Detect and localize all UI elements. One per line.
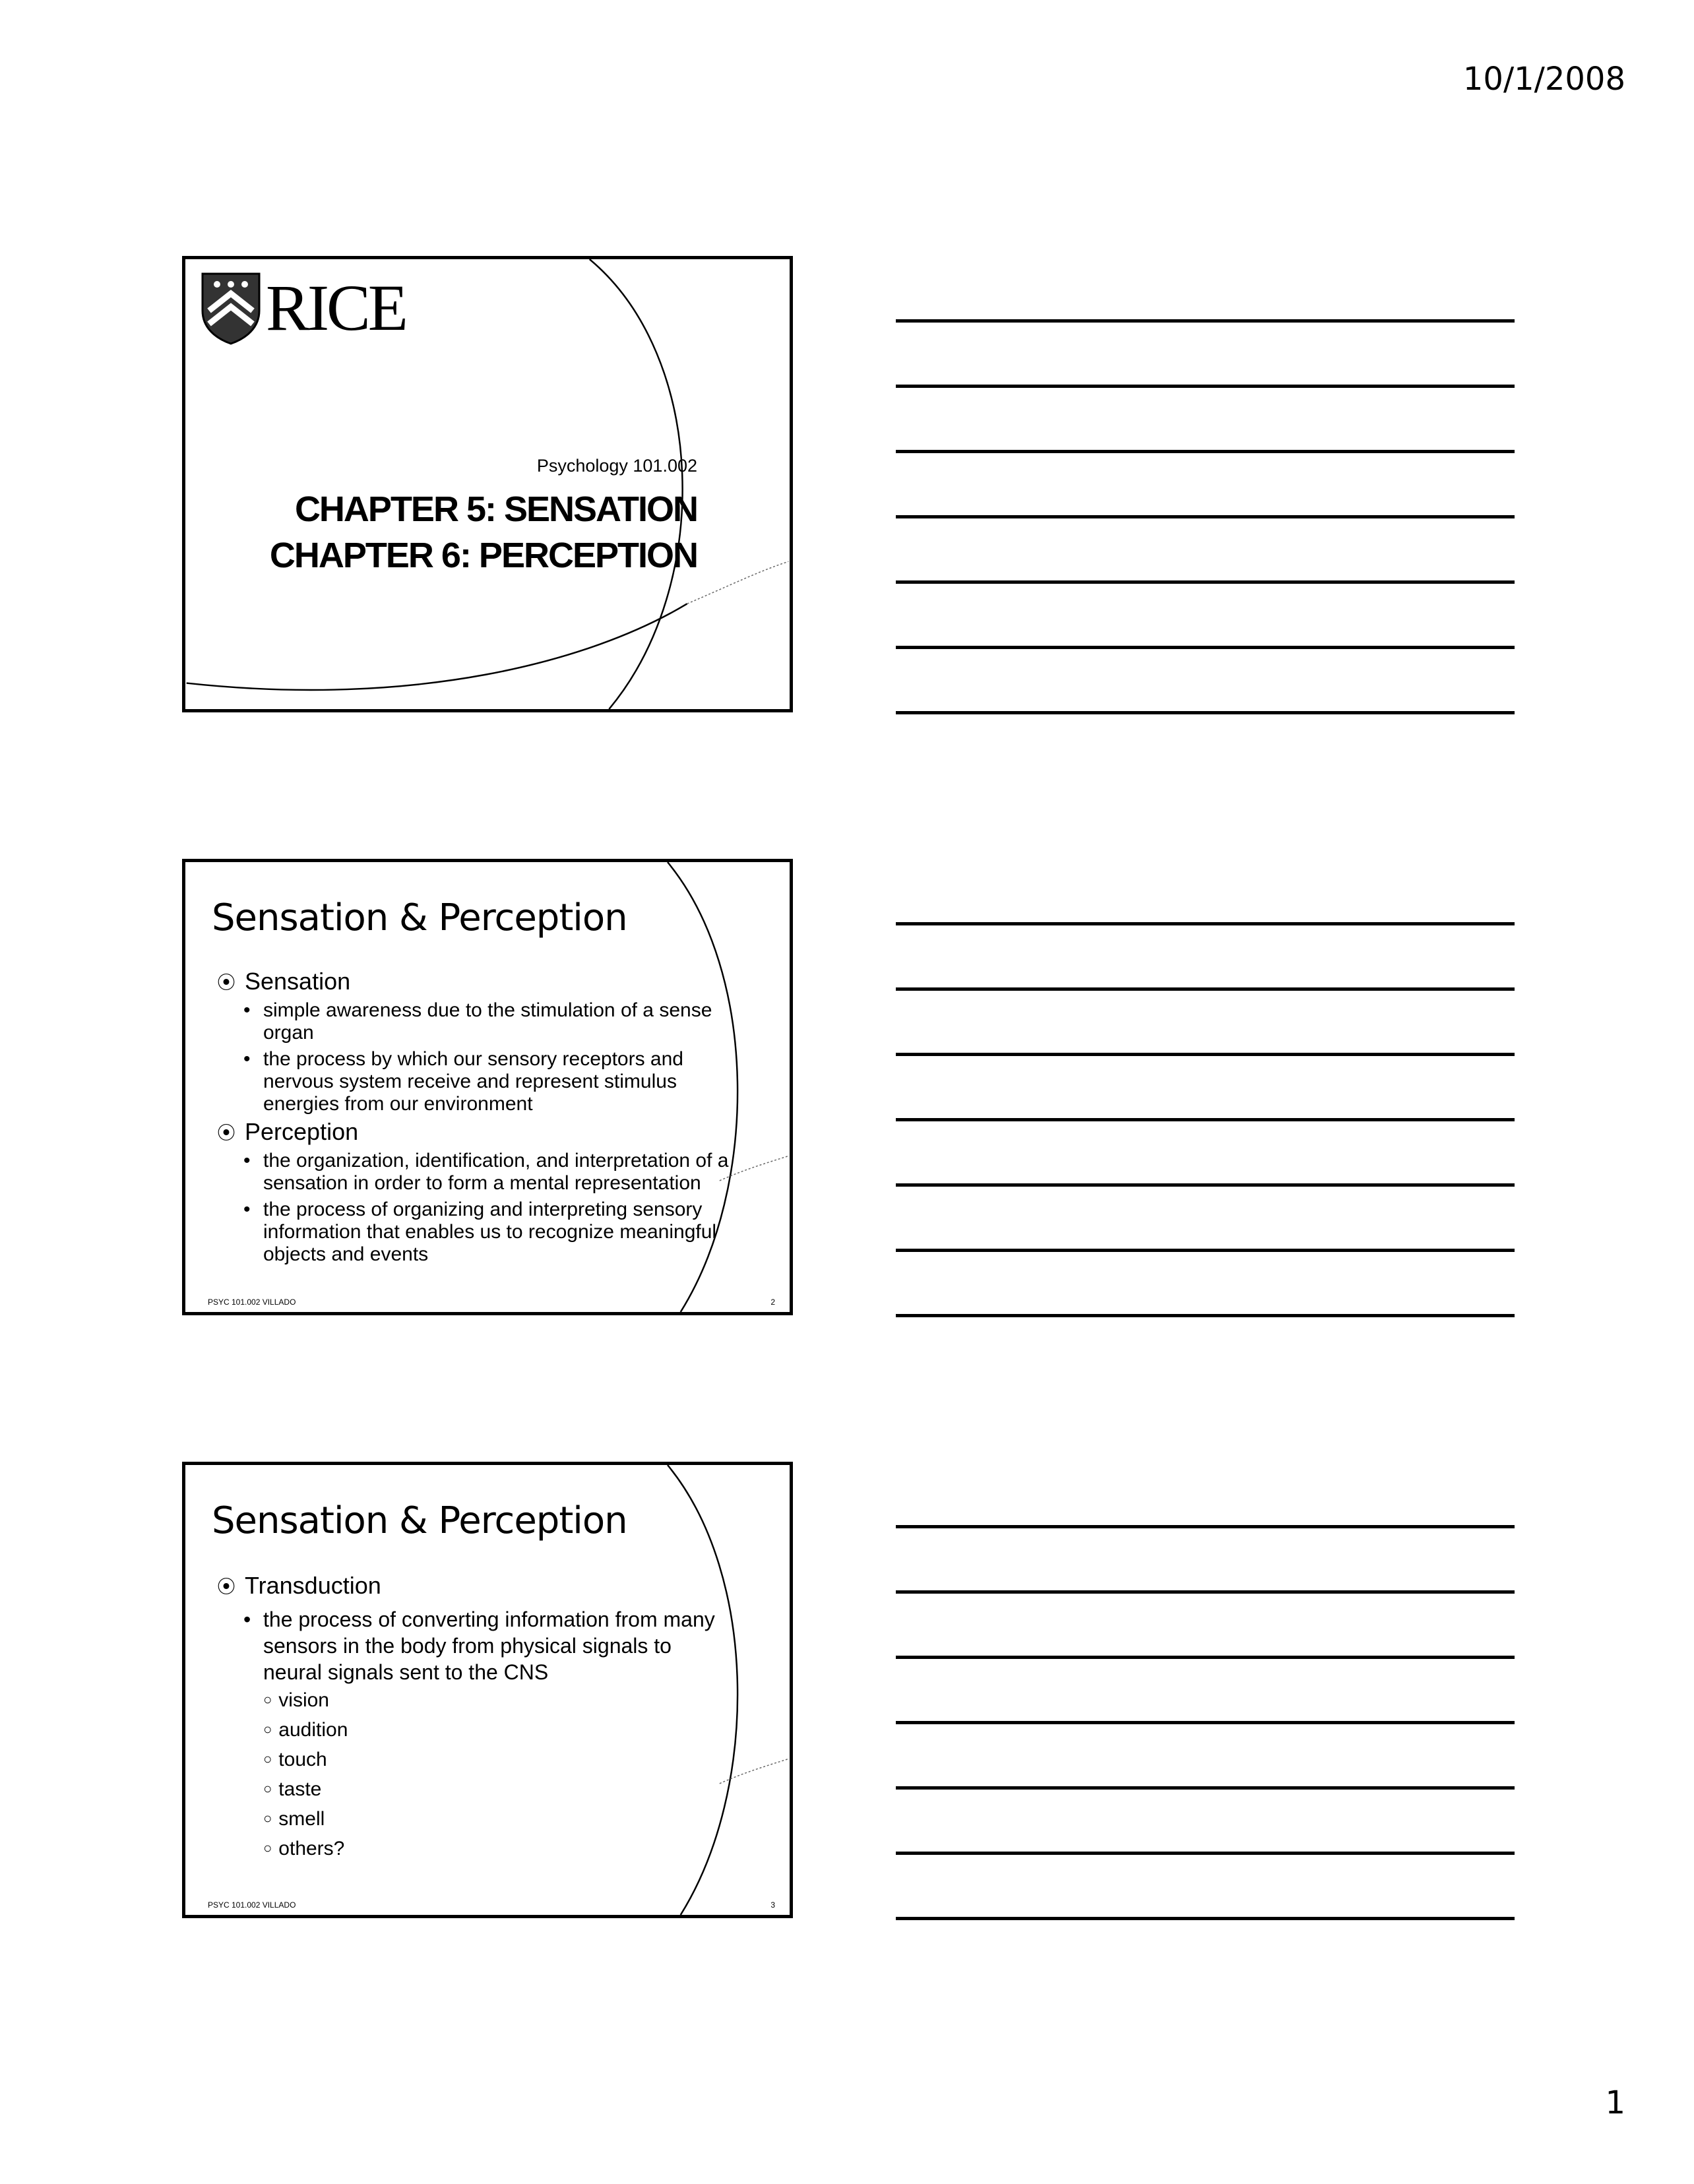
bullet-icon: • [243,1607,251,1631]
list-item-label: Sensation [245,968,351,995]
note-line [896,922,1515,925]
sub-list-item [243,1606,732,1685]
sub-list-item [243,1150,732,1195]
note-line [896,646,1515,649]
sub-list-text: simple awareness due to the stimulation of a sense organ [263,999,712,1044]
sub-sub-list-text: vision [278,1689,329,1711]
note-line [896,1183,1515,1187]
note-line [896,987,1515,991]
bullet-icon: • [243,1199,251,1220]
slide-footer: PSYC 101.002 VILLADO [208,1900,296,1910]
note-line [896,319,1515,323]
slide-footer: PSYC 101.002 VILLADO [208,1297,296,1307]
note-line [896,1917,1515,1920]
note-line [896,385,1515,388]
shield-icon [200,271,262,345]
slide-number: 2 [770,1297,775,1307]
open-circle-bullet-icon: ○ [263,1721,272,1737]
sub-sub-list-text: others? [278,1838,345,1859]
sub-sub-list-item [263,1689,329,1712]
sub-sub-list-item [263,1808,325,1830]
note-line [896,1249,1515,1252]
bullet-icon: • [243,1048,251,1070]
sub-sub-list-item [263,1838,344,1860]
slide-1 [182,256,793,712]
logo-wordmark: RICE [266,271,406,344]
target-bullet-icon: ⦿ [217,1123,236,1143]
sub-sub-list-item [263,1749,327,1771]
sub-sub-list-text: audition [278,1719,348,1741]
sub-sub-list-text: touch [278,1749,327,1770]
chapter-title-1: CHAPTER 5: SENSATION [294,489,697,529]
open-circle-bullet-icon: ○ [263,1780,272,1797]
sub-list-item [243,999,732,1044]
note-line [896,1721,1515,1724]
list-item [217,1118,358,1146]
note-line [896,1053,1515,1056]
page-number: 1 [1605,2084,1625,2121]
note-line [896,1852,1515,1855]
sub-list-item [243,1048,732,1115]
open-circle-bullet-icon: ○ [263,1691,272,1708]
open-circle-bullet-icon: ○ [263,1840,272,1856]
sub-sub-list-text: smell [278,1808,325,1830]
sub-sub-list-item [263,1719,348,1741]
sub-list-text: the process of organizing and interpreting sensory information that enables us to recognize meaningful objects and events [263,1199,717,1265]
slide-number: 3 [770,1900,775,1910]
list-item [217,968,350,995]
sub-list-item [243,1199,732,1266]
note-line [896,1656,1515,1659]
sub-list-text: the process by which our sensory receptors and nervous system receive and represent stimulus energies from our environment [263,1048,683,1115]
list-item-label: Perception [245,1118,359,1145]
course-name: Psychology 101.002 [536,456,697,476]
list-item [217,1572,381,1600]
open-circle-bullet-icon: ○ [263,1751,272,1767]
slide-2 [182,859,793,1315]
note-line [896,711,1515,714]
page-date: 10/1/2008 [1462,61,1625,98]
sub-list-text: the organization, identification, and interpretation of a sensation in order to form a mental representation [263,1150,729,1194]
sub-list-text: the process of converting information from many sensors in the body from physical signals to neural signals sent to the CNS [263,1607,715,1684]
bullet-icon: • [243,1150,251,1171]
note-line [896,1786,1515,1790]
note-line [896,450,1515,453]
list-item-label: Transduction [245,1572,381,1599]
note-line [896,1525,1515,1528]
chapter-title-2: CHAPTER 6: PERCEPTION [269,536,697,575]
sub-sub-list-item [263,1778,321,1801]
note-line [896,1118,1515,1121]
note-line [896,1314,1515,1317]
open-circle-bullet-icon: ○ [263,1810,272,1826]
bullet-icon: • [243,999,251,1021]
note-line [896,580,1515,584]
rice-logo [200,271,406,345]
target-bullet-icon: ⦿ [217,972,236,993]
note-line [896,515,1515,518]
note-line [896,1590,1515,1594]
slide-title: Sensation & Perception [212,1499,627,1542]
slide-title: Sensation & Perception [212,896,627,939]
target-bullet-icon: ⦿ [217,1576,236,1597]
sub-sub-list-text: taste [278,1778,322,1800]
slide-3 [182,1462,793,1918]
